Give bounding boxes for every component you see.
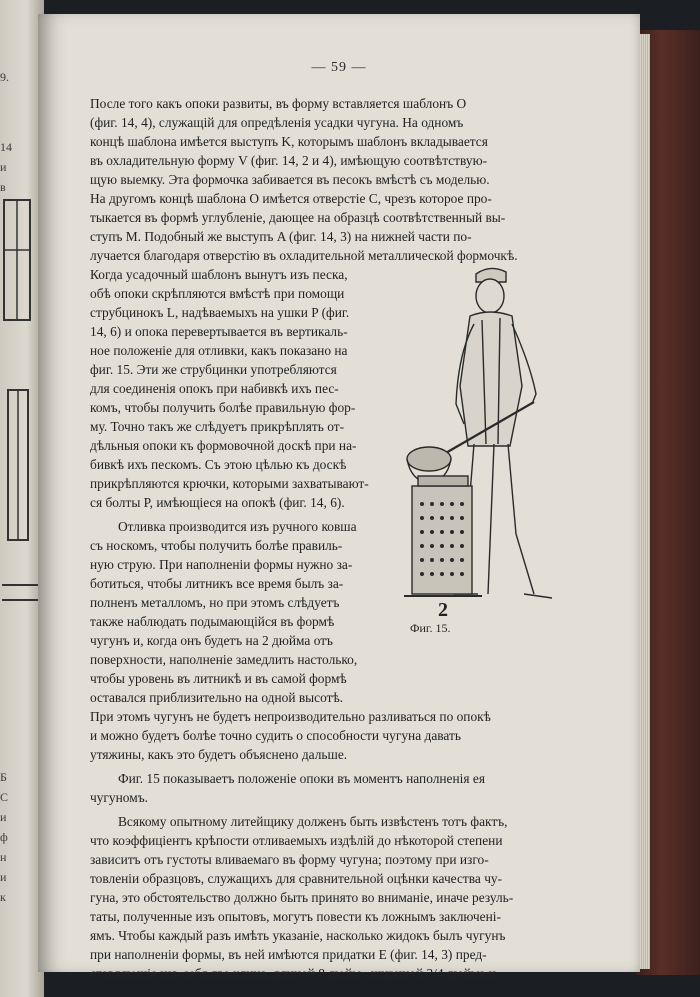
text-line: для соединенія опокъ при набивкѣ ихъ пес- — [90, 381, 339, 396]
figure-number: 2 — [438, 599, 448, 621]
text-line: бивкѣ ихъ пескомъ. Съ этою цѣлью къ доскѣ — [90, 457, 347, 472]
text-line: ставляющіе изъ себя два клина, длиной 8 дюйм., шириной 3/4 дюйма и — [90, 966, 496, 981]
text-line: 14, 6) и опока перевертывается въ вертикаль- — [90, 324, 348, 339]
figure-caption: Фиг. 15. — [410, 621, 451, 635]
left-text: 9. — [0, 70, 9, 84]
left-text: С — [0, 790, 9, 804]
left-text: к — [0, 890, 6, 904]
text-line: въ охладительную форму V (фиг. 14, 2 и 4), имѣющую соотвѣтствую- — [90, 153, 488, 168]
text-line: товленіи образцовъ, служащихъ для сравнительной оцѣнки качества чу- — [90, 871, 503, 886]
text-line: лучается благодаря отверстію въ охладительной металлической формочкѣ. — [90, 248, 518, 263]
text-line: съ носкомъ, чтобы получить болѣе правиль- — [90, 538, 343, 553]
text-line: При этомъ чугунъ не будетъ непроизводительно разливаться по опокѣ — [90, 709, 491, 724]
text-line: фиг. 15. Эти же струбцинки употребляются — [90, 362, 337, 377]
text-line: На другомъ концѣ шаблона O имѣется отверстіе C, чрезъ которое про- — [90, 191, 492, 206]
text-line: струбцинокъ L, надѣваемыхъ на ушки P (фиг. — [90, 305, 350, 320]
left-text: в — [0, 180, 6, 194]
text-line: Всякому опытному литейщику долженъ быть извѣстенъ тотъ фактъ, — [118, 814, 508, 829]
left-text: и — [0, 160, 7, 174]
text-line: зависитъ отъ густоты вливаемаго въ форму чугуна; поэтому при изго- — [90, 852, 489, 867]
text-line: чугуномъ. — [90, 790, 148, 805]
text-line: ямъ. Чтобы каждый разъ имѣть указаніе, насколько жидокъ былъ чугунъ — [90, 928, 506, 943]
text-line: ступъ M. Подобный же выступъ A (фиг. 14, 3) на нижней части по- — [90, 229, 472, 244]
text-line: Фиг. 15 показываетъ положеніе опоки въ моментъ наполненія ея — [118, 771, 485, 786]
text-line: ную струю. При наполненіи формы нужно за- — [90, 557, 353, 572]
text-line: дѣльныя опоки къ формовочной доскѣ при на- — [90, 438, 357, 453]
text-line: му. Точно такъ же слѣдуетъ прикрѣплять от- — [90, 419, 345, 434]
text-line: Отливка производится изъ ручного ковша — [118, 519, 357, 534]
text-line: гуна, это обстоятельство должно быть принято во вниманіе, иначе резуль- — [90, 890, 514, 905]
text-line: После того какъ опоки развиты, въ форму вставляется шаблонъ O — [90, 96, 467, 111]
text-line: таты, полученные изъ опытовъ, могутъ повести къ ложнымъ заключені- — [90, 909, 501, 924]
text-line: прикрѣпляются крючки, которыми захватывают- — [90, 476, 369, 491]
left-text: Б — [0, 770, 7, 784]
text-line: полненъ металломъ, но при этомъ слѣдуетъ — [90, 595, 340, 610]
text-line: также наблюдать подымающійся въ формѣ — [90, 614, 335, 629]
text-line: ботиться, чтобы литникъ все время былъ за- — [90, 576, 344, 591]
text-line: ся болты P, имѣющіеся на опокѣ (фиг. 14, 6). — [90, 495, 345, 510]
text-line: ное положеніе для отливки, какъ показано на — [90, 343, 348, 358]
text-line: при наполненіи формы, въ ней имѣются придатки E (фиг. 14, 3) пред- — [90, 947, 487, 962]
text-line: оставался приблизительно на одной высотѣ. — [90, 690, 344, 705]
left-text: 14 — [0, 140, 12, 154]
text-line: Когда усадочный шаблонъ вынутъ изъ песка, — [90, 267, 348, 282]
text-line: чтобы уровень въ литникѣ и въ самой формѣ — [90, 671, 347, 686]
text-line: (фиг. 14, 4), служащій для опредѣленія усадки чугуна. На одномъ — [90, 115, 464, 130]
text-line: что коэффиціентъ крѣпости отливаемыхъ издѣлій до нѣкоторой степени — [90, 833, 503, 848]
left-text: и — [0, 810, 7, 824]
text-line: обѣ опоки скрѣпляются вмѣстѣ при помощи — [90, 286, 345, 301]
text-line: поверхности, наполненіе замедлить настолько, — [90, 652, 358, 667]
text-line: тыкается въ формѣ углубленіе, дающее на образцѣ соотвѣтственный вы- — [90, 210, 506, 225]
text-line: щую выемку. Эта формочка забивается въ песокъ вмѣстѣ съ моделью. — [90, 172, 490, 187]
text-line: чугунъ и, когда онъ будетъ на 2 дюйма отъ — [90, 633, 333, 648]
text-line: и можно будетъ болѣе точно судить о способности чугуна давать — [90, 728, 461, 743]
foundry-worker-illustration — [374, 254, 554, 614]
left-text: н — [0, 850, 7, 864]
left-text: ф — [0, 830, 8, 844]
page-number: — 59 — — [311, 60, 367, 75]
left-text: и — [0, 870, 7, 884]
text-line: концѣ шаблона имѣется выступъ K, которымъ шаблонъ вкладывается — [90, 134, 488, 149]
text-line: комъ, чтобы получить болѣе правильную фор- — [90, 400, 356, 415]
book-page — [38, 14, 640, 981]
text-line: утяжины, какъ это будетъ объяснено дальше. — [90, 747, 348, 762]
